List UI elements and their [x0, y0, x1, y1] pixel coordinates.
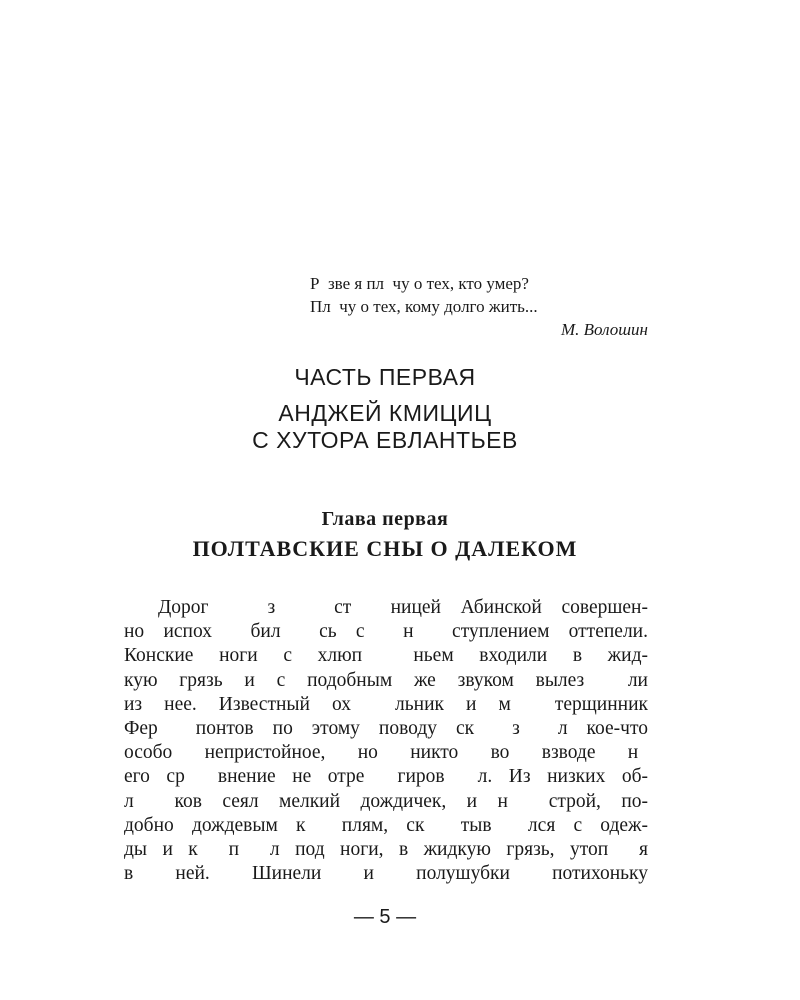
body-line: из нее. Известный ох льник и м терщинник: [124, 693, 648, 715]
body-line: особо непристойное, но никто во взводе н: [124, 742, 648, 764]
body-line: его ср внение не отре гиров л. Из низких об-: [124, 766, 648, 788]
body-line: Дорог з ст ницей Абинской совершен-: [158, 597, 648, 618]
epigraph-author: М. Волошин: [560, 320, 648, 339]
page-number: — 5 —: [353, 906, 417, 928]
body-line: ды и к п л под ноги, в жидкую грязь, утоп я: [124, 839, 648, 861]
body-line: добно дождевым к плям, ск тыв лся с одеж-: [124, 814, 648, 836]
body-line: л ков сеял мелкий дождичек, и н строй, по-: [124, 790, 648, 812]
part-label: ЧАСТЬ ПЕРВАЯ: [294, 364, 476, 390]
body-line: кую грязь и с подобным же звуком вылез ли: [124, 669, 648, 691]
epigraph-line-1: Р зве я пл чу о тех, кто умер?: [310, 274, 529, 293]
part-title-line-2: С ХУТОРА ЕВЛАНТЬЕВ: [252, 427, 518, 453]
chapter-label: Глава первая: [321, 508, 449, 530]
chapter-title: ПОЛТАВСКИЕ СНЫ О ДАЛЕКОМ: [192, 536, 578, 561]
epigraph: [310, 272, 650, 318]
part-title-line-1: АНДЖЕЙ КМИЦИЦ: [278, 400, 492, 426]
body-line: в ней. Шинели и полушубки потихоньку: [124, 863, 648, 885]
chapter-body: [124, 596, 648, 886]
body-line: Конские ноги с хлюп ньем входили в жид-: [124, 645, 648, 667]
epigraph-line-2: Пл чу о тех, кому долго жить...: [310, 297, 538, 316]
body-line: Фер понтов по этому поводу ск з л кое-что: [124, 718, 648, 740]
body-line: но испох бил сь с н ступлением оттепели.: [124, 621, 648, 643]
